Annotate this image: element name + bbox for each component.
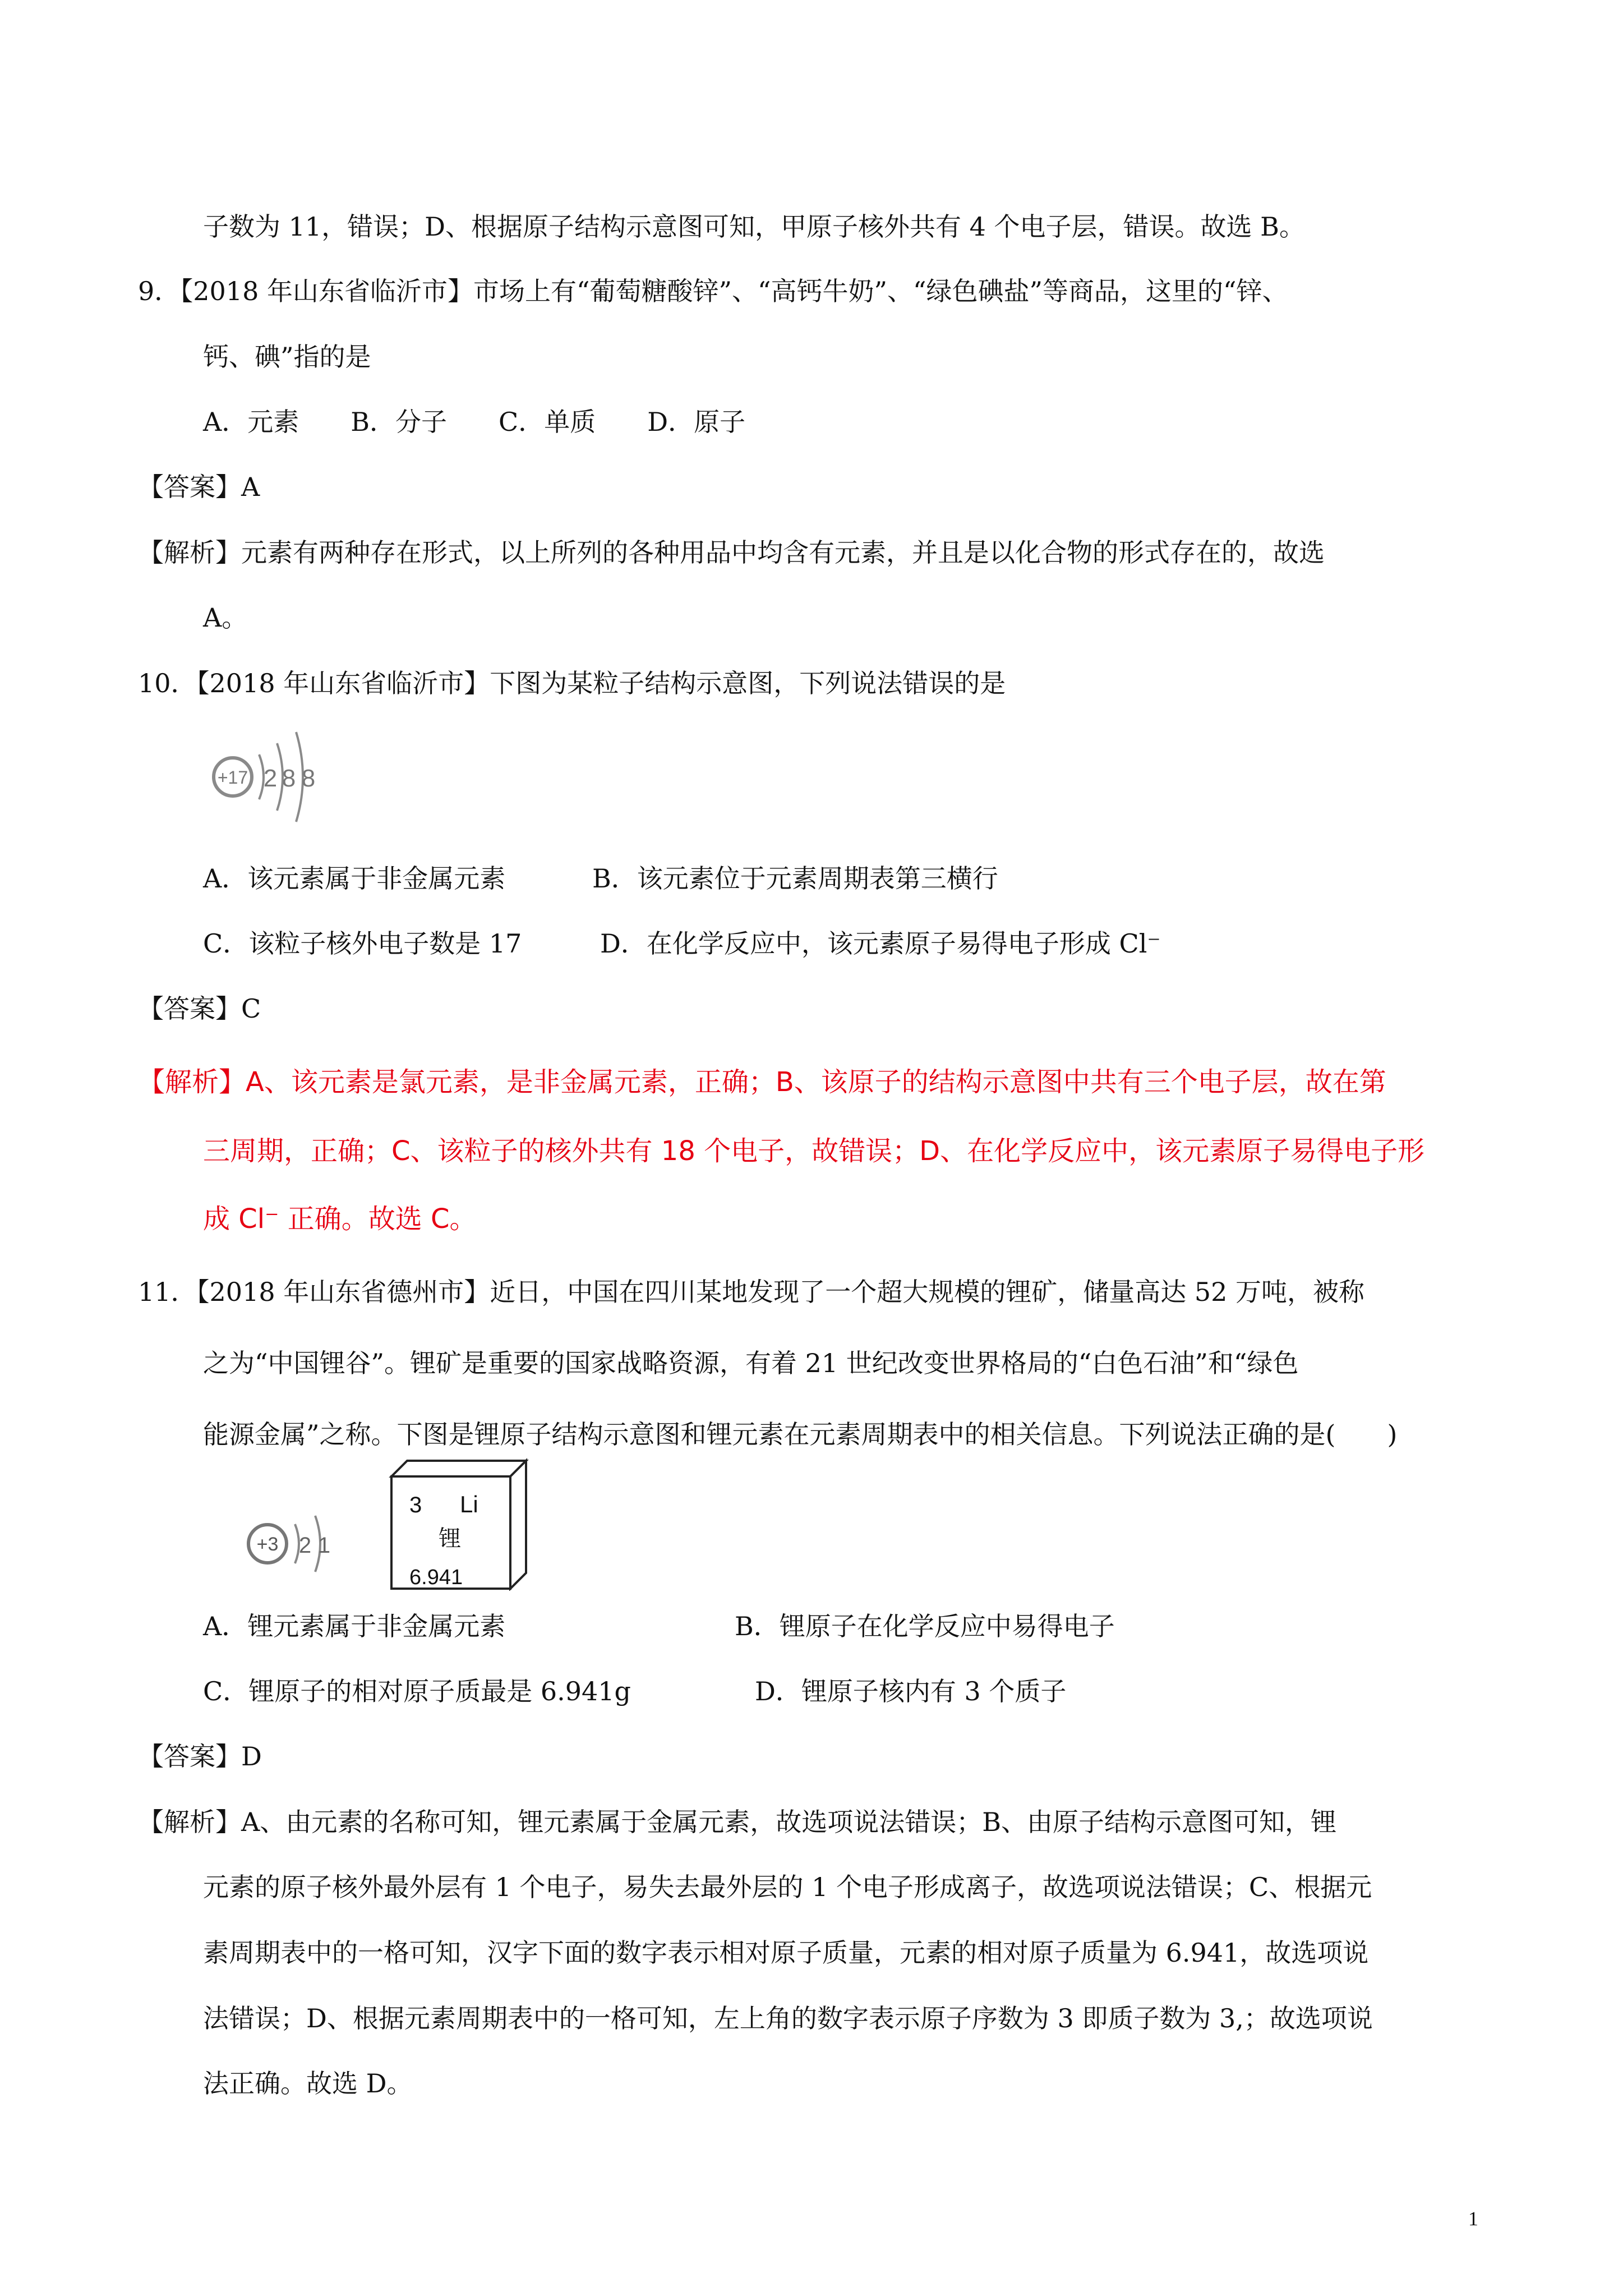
- question-10-explanation-cont: 三周期，正确；C、该粒子的核外共有 18 个电子，故错误；D、在化学反应中，该元素原子易得电子形: [203, 1135, 1425, 1167]
- question-11-option-c: C．锂原子的相对原子质最是 6.941g: [203, 1676, 631, 1706]
- shell-electron-count: 8: [301, 765, 316, 792]
- page-number: 1: [1468, 2207, 1478, 2230]
- question-11-explanation-end: 法正确。故选 D。: [203, 2068, 413, 2099]
- question-9-explanation: 【解析】元素有两种存在形式，以上所列的各种用品中均含有元素，并且是以化合物的形式存在的，故选: [138, 537, 1325, 568]
- shell-electron-count: 1: [317, 1533, 331, 1558]
- chlorine-ion-structure-diagram: [208, 724, 320, 830]
- question-10-explanation-end: 成 Cl⁻ 正确。故选 C。: [203, 1203, 477, 1235]
- shell-electron-count: 8: [282, 765, 296, 792]
- nucleus-charge-label: +3: [256, 1534, 279, 1555]
- question-10-option-c: C．该粒子核外电子数是 17: [203, 928, 522, 959]
- question-11-stem-cont: 之为“中国锂谷”。锂矿是重要的国家战略资源，有着 21 世纪改变世界格局的“白色石油”和“绿色: [203, 1348, 1299, 1378]
- question-11-explanation-cont: 素周期表中的一格可知，汉字下面的数字表示相对原子质量，元素的相对原子质量为 6.941，故选项说: [203, 1938, 1369, 1968]
- question-11-answer: 【答案】D: [138, 1741, 262, 1772]
- nucleus-charge-label: +17: [217, 767, 248, 788]
- question-9-stem-cont: 钙、碘”指的是: [203, 342, 371, 372]
- lithium-atom-structure-diagram: [242, 1504, 349, 1583]
- question-11-stem-end: 能源金属”之称。下图是锂原子结构示意图和锂元素在元素周期表中的相关信息。下列说法正确的是( ): [203, 1419, 1398, 1450]
- question-10-stem: 10．【2018 年山东省临沂市】下图为某粒子结构示意图，下列说法错误的是: [138, 668, 1006, 698]
- element-symbol: Li: [460, 1491, 478, 1517]
- question-9-explanation-cont: A。: [203, 602, 248, 633]
- periodic-table-cell-lithium: [387, 1456, 533, 1591]
- element-name: 锂: [439, 1526, 461, 1551]
- question-10-option-a: A．该元素属于非金属元素: [203, 863, 506, 894]
- shell-electron-count: 2: [298, 1533, 312, 1558]
- atomic-number: 3: [409, 1493, 422, 1517]
- question-9-options: A．元素 B．分子 C．单质 D．原子: [203, 407, 746, 437]
- question-10-answer: 【答案】C: [138, 993, 261, 1024]
- question-10-option-b: B．该元素位于元素周期表第三横行: [592, 863, 998, 894]
- question-10-option-d: D．在化学反应中，该元素原子易得电子形成 Cl⁻: [600, 928, 1161, 959]
- atomic-mass: 6.941: [409, 1566, 463, 1589]
- question-11-explanation: 【解析】A、由元素的名称可知，锂元素属于金属元素，故选项说法错误；B、由原子结构示意图可知，锂: [138, 1807, 1337, 1837]
- question-11-explanation-cont: 法错误；D、根据元素周期表中的一格可知，左上角的数字表示原子序数为 3 即质子数为 3,；故选项说: [203, 2003, 1373, 2033]
- question-10-explanation: 【解析】A、该元素是氯元素，是非金属元素，正确；B、该原子的结构示意图中共有三个电子层，故在第: [138, 1066, 1386, 1098]
- question-9-answer: 【答案】A: [138, 472, 260, 502]
- question-9-stem: 9．【2018 年山东省临沂市】市场上有“葡萄糖酸锌”、“高钙牛奶”、“绿色碘盐”等商品，这里的“锌、: [138, 276, 1288, 306]
- question-11-option-d: D．锂原子核内有 3 个质子: [755, 1676, 1067, 1706]
- text-line: 子数为 11，错误；D、根据原子结构示意图可知，甲原子核外共有 4 个电子层，错误。故选 B。: [203, 211, 1305, 242]
- question-11-option-a: A．锂元素属于非金属元素: [203, 1611, 506, 1641]
- question-11-option-b: B．锂原子在化学反应中易得电子: [735, 1611, 1115, 1641]
- question-11-stem: 11．【2018 年山东省德州市】近日，中国在四川某地发现了一个超大规模的锂矿，储量高达 52 万吨，被称: [138, 1277, 1364, 1307]
- shell-electron-count: 2: [263, 765, 278, 792]
- question-11-explanation-cont: 元素的原子核外最外层有 1 个电子，易失去最外层的 1 个电子形成离子，故选项说法错误；C、根据元: [203, 1872, 1372, 1902]
